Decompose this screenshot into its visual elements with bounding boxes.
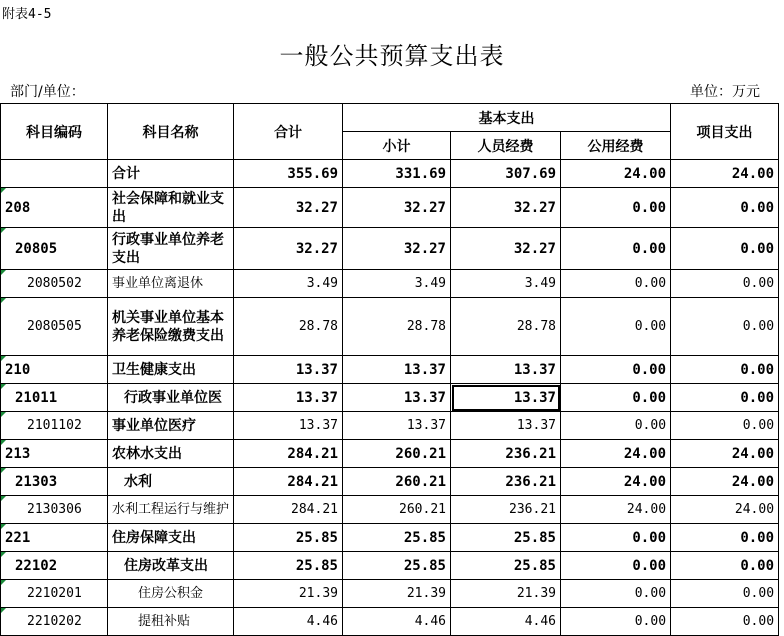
cell-project[interactable]: 24.00 [671, 468, 779, 496]
cell-personnel[interactable]: 307.69 [451, 160, 561, 188]
table-row [1, 552, 779, 580]
cell-public[interactable]: 0.00 [561, 412, 671, 440]
cell-name[interactable]: 住房改革支出 [108, 552, 234, 580]
cell-code[interactable] [1, 160, 108, 188]
cell-public[interactable]: 24.00 [561, 496, 671, 524]
cell-project[interactable]: 0.00 [671, 228, 779, 270]
table-row [1, 298, 779, 356]
cell-code[interactable]: 2080505 [1, 298, 108, 356]
cell-name[interactable]: 卫生健康支出 [108, 356, 234, 384]
cell-code[interactable]: 221 [1, 524, 108, 552]
cell-personnel[interactable]: 32.27 [451, 228, 561, 270]
cell-project[interactable]: 24.00 [671, 440, 779, 468]
header-basic: 基本支出 [343, 104, 671, 132]
cell-project[interactable]: 0.00 [671, 524, 779, 552]
cell-personnel[interactable]: 4.46 [451, 608, 561, 636]
cell-public[interactable]: 0.00 [561, 270, 671, 298]
cell-total[interactable]: 25.85 [234, 524, 343, 552]
header-personnel: 人员经费 [451, 132, 561, 160]
cell-subtotal[interactable]: 13.37 [343, 384, 451, 412]
cell-code[interactable]: 2210202 [1, 608, 108, 636]
department-label: 部门/单位： [10, 84, 85, 100]
table-row [1, 188, 779, 228]
cell-total[interactable]: 3.49 [234, 270, 343, 298]
cell-total[interactable]: 21.39 [234, 580, 343, 608]
cell-name[interactable]: 提租补贴 [108, 608, 234, 636]
cell-personnel[interactable]: 236.21 [451, 468, 561, 496]
cell-name[interactable]: 社会保障和就业支出 [108, 188, 234, 228]
header-name: 科目名称 [108, 104, 234, 160]
cell-code[interactable]: 21303 [1, 468, 108, 496]
cell-total[interactable]: 284.21 [234, 440, 343, 468]
cell-code[interactable]: 210 [1, 356, 108, 384]
cell-subtotal[interactable]: 32.27 [343, 188, 451, 228]
cell-code[interactable]: 208 [1, 188, 108, 228]
cell-public[interactable]: 0.00 [561, 356, 671, 384]
table-row [1, 468, 779, 496]
cell-project[interactable]: 0.00 [671, 412, 779, 440]
cell-public[interactable]: 0.00 [561, 384, 671, 412]
cell-project[interactable]: 0.00 [671, 298, 779, 356]
cell-total[interactable]: 355.69 [234, 160, 343, 188]
table-row [1, 524, 779, 552]
cell-personnel[interactable]: 13.37 [451, 356, 561, 384]
cell-subtotal[interactable]: 4.46 [343, 608, 451, 636]
cell-subtotal[interactable]: 28.78 [343, 298, 451, 356]
cell-personnel[interactable]: 236.21 [451, 440, 561, 468]
table-row [1, 580, 779, 608]
cell-public[interactable]: 24.00 [561, 440, 671, 468]
cell-public[interactable]: 0.00 [561, 188, 671, 228]
cell-subtotal[interactable]: 25.85 [343, 524, 451, 552]
cell-project[interactable]: 24.00 [671, 160, 779, 188]
cell-subtotal[interactable]: 13.37 [343, 412, 451, 440]
page-title: 一般公共预算支出表 [279, 42, 505, 70]
table-row [1, 160, 779, 188]
cell-code[interactable]: 21011 [1, 384, 108, 412]
cell-public[interactable]: 0.00 [561, 580, 671, 608]
cell-name[interactable]: 住房公积金 [108, 580, 234, 608]
cell-name[interactable]: 水利 [108, 468, 234, 496]
cell-public[interactable]: 0.00 [561, 608, 671, 636]
cell-total[interactable]: 4.46 [234, 608, 343, 636]
cell-code[interactable]: 2130306 [1, 496, 108, 524]
table-row [1, 384, 779, 412]
table-row [1, 356, 779, 384]
cell-project[interactable]: 0.00 [671, 356, 779, 384]
cell-total[interactable]: 13.37 [234, 384, 343, 412]
cell-code[interactable]: 20805 [1, 228, 108, 270]
cell-project[interactable]: 0.00 [671, 384, 779, 412]
cell-personnel-selected[interactable]: 13.37 [451, 384, 561, 412]
table-row [1, 228, 779, 270]
cell-public[interactable]: 0.00 [561, 298, 671, 356]
cell-subtotal[interactable]: 32.27 [343, 228, 451, 270]
cell-name[interactable]: 事业单位离退休 [108, 270, 234, 298]
cell-total[interactable]: 284.21 [234, 496, 343, 524]
cell-personnel[interactable]: 21.39 [451, 580, 561, 608]
table-row [1, 270, 779, 298]
attachment-label: 附表4-5 [2, 7, 52, 22]
header-project: 项目支出 [671, 104, 779, 160]
cell-subtotal[interactable]: 3.49 [343, 270, 451, 298]
cell-personnel[interactable]: 3.49 [451, 270, 561, 298]
cell-subtotal[interactable]: 331.69 [343, 160, 451, 188]
table-row [1, 412, 779, 440]
cell-name[interactable]: 合计 [108, 160, 234, 188]
cell-name[interactable]: 行政事业单位医 [108, 384, 234, 412]
cell-total[interactable]: 284.21 [234, 468, 343, 496]
cell-personnel[interactable]: 25.85 [451, 552, 561, 580]
header-subtotal: 小计 [343, 132, 451, 160]
cell-name[interactable]: 住房保障支出 [108, 524, 234, 552]
cell-project[interactable]: 24.00 [671, 496, 779, 524]
cell-public[interactable]: 0.00 [561, 524, 671, 552]
header-total: 合计 [234, 104, 343, 160]
cell-code[interactable]: 2101102 [1, 412, 108, 440]
cell-personnel[interactable]: 25.85 [451, 524, 561, 552]
cell-code[interactable]: 2210201 [1, 580, 108, 608]
cell-public[interactable]: 24.00 [561, 160, 671, 188]
cell-public[interactable]: 0.00 [561, 552, 671, 580]
cell-total[interactable]: 13.37 [234, 356, 343, 384]
cell-name[interactable]: 行政事业单位养老支出 [108, 228, 234, 270]
cell-subtotal[interactable]: 13.37 [343, 356, 451, 384]
cell-name[interactable]: 水利工程运行与维护 [108, 496, 234, 524]
cell-name[interactable]: 机关事业单位基本养老保险缴费支出 [108, 298, 234, 356]
header-public: 公用经费 [561, 132, 671, 160]
cell-subtotal[interactable]: 260.21 [343, 440, 451, 468]
cell-name[interactable]: 事业单位医疗 [108, 412, 234, 440]
cell-project[interactable]: 0.00 [671, 608, 779, 636]
table-row [1, 440, 779, 468]
cell-code[interactable]: 213 [1, 440, 108, 468]
cell-project[interactable]: 0.00 [671, 270, 779, 298]
cell-subtotal[interactable]: 21.39 [343, 580, 451, 608]
header-code: 科目编码 [1, 104, 108, 160]
cell-public[interactable]: 0.00 [561, 228, 671, 270]
table-row [1, 496, 779, 524]
cell-personnel[interactable]: 28.78 [451, 298, 561, 356]
cell-total[interactable]: 25.85 [234, 552, 343, 580]
cell-personnel[interactable]: 32.27 [451, 188, 561, 228]
cell-project[interactable]: 0.00 [671, 188, 779, 228]
cell-total[interactable]: 28.78 [234, 298, 343, 356]
cell-subtotal[interactable]: 260.21 [343, 468, 451, 496]
cell-code[interactable]: 2080502 [1, 270, 108, 298]
cell-name[interactable]: 农林水支出 [108, 440, 234, 468]
table-row [1, 608, 779, 636]
cell-total[interactable]: 32.27 [234, 188, 343, 228]
unit-label: 单位：万元 [690, 84, 760, 100]
cell-subtotal[interactable]: 25.85 [343, 552, 451, 580]
cell-total[interactable]: 13.37 [234, 412, 343, 440]
cell-personnel[interactable]: 13.37 [451, 412, 561, 440]
cell-personnel[interactable]: 236.21 [451, 496, 561, 524]
cell-total[interactable]: 32.27 [234, 228, 343, 270]
cell-project[interactable]: 0.00 [671, 552, 779, 580]
cell-project[interactable]: 0.00 [671, 580, 779, 608]
cell-code[interactable]: 22102 [1, 552, 108, 580]
budget-table [0, 103, 779, 636]
cell-public[interactable]: 24.00 [561, 468, 671, 496]
cell-subtotal[interactable]: 260.21 [343, 496, 451, 524]
